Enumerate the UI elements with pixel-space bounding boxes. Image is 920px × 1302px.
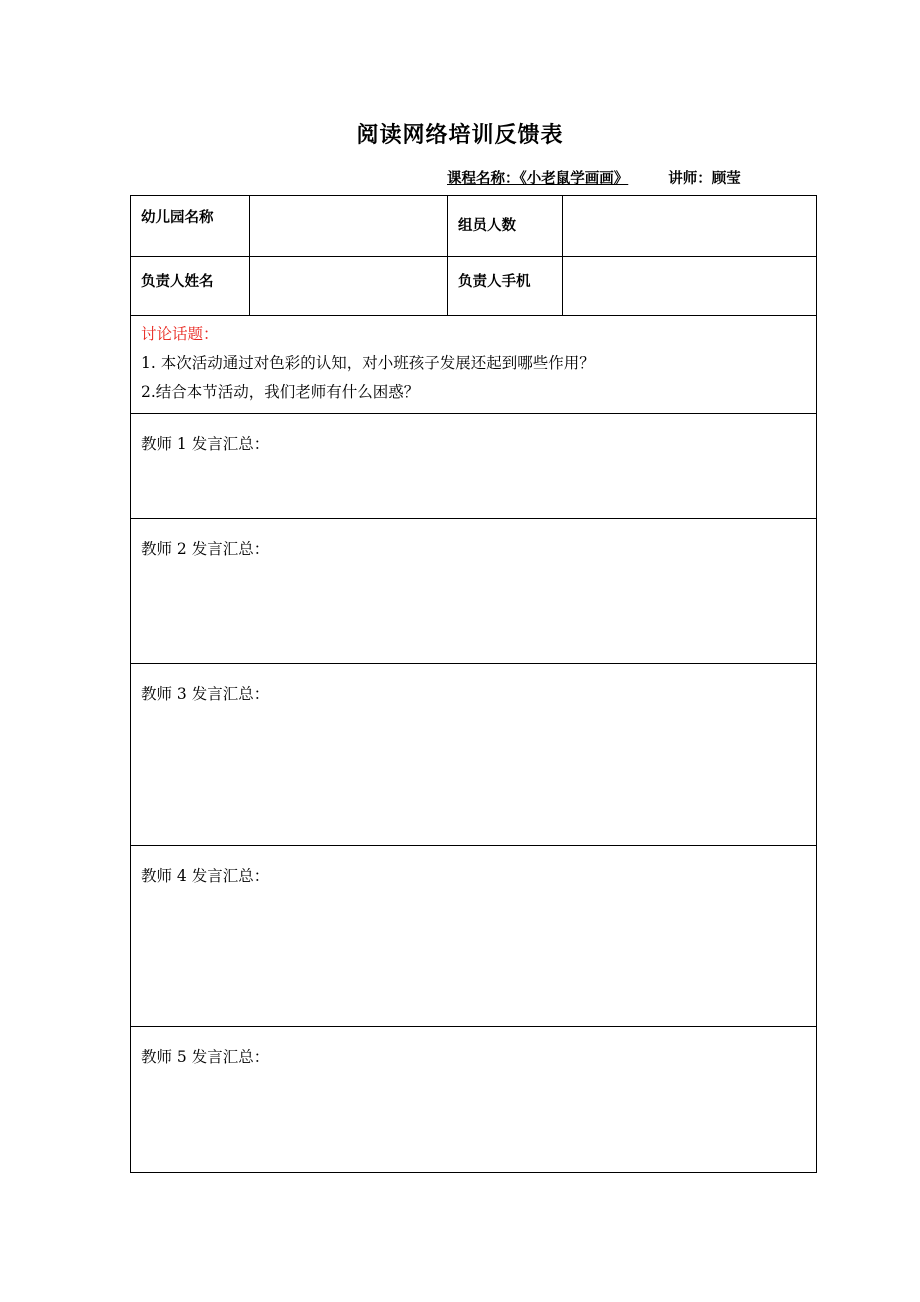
feedback-form-table xyxy=(130,195,817,1173)
lecturer-label: 讲师： xyxy=(668,171,712,187)
teacher-1-summary[interactable] xyxy=(131,414,817,519)
teacher-4-summary[interactable] xyxy=(131,846,817,1027)
teacher-1-summary-label: 教师 1 发言汇总： xyxy=(141,435,270,453)
teacher-5-summary[interactable] xyxy=(131,1027,817,1173)
summary-row-3 xyxy=(131,664,817,846)
discussion-topics xyxy=(131,316,817,414)
summary-row-1 xyxy=(131,414,817,519)
leader-phone-label: 负责人手机 xyxy=(448,257,563,316)
teacher-2-summary[interactable] xyxy=(131,519,817,664)
discussion-question-1: 1. 本次活动通过对色彩的认知，对小班孩子发展还起到哪些作用？ xyxy=(141,354,595,372)
teacher-2-summary-label: 教师 2 发言汇总： xyxy=(141,540,270,558)
leader-phone-field[interactable] xyxy=(563,257,817,316)
lecturer xyxy=(668,168,741,190)
info-row-2 xyxy=(131,257,817,316)
discussion-row xyxy=(131,316,817,414)
kindergarten-field[interactable] xyxy=(250,196,448,257)
discussion-heading: 讨论话题： xyxy=(141,325,219,343)
course-info-line xyxy=(447,168,741,190)
teacher-4-summary-label: 教师 4 发言汇总： xyxy=(141,867,270,885)
summary-row-5 xyxy=(131,1027,817,1173)
info-row-1 xyxy=(131,196,817,257)
teacher-3-summary-label: 教师 3 发言汇总： xyxy=(141,685,270,703)
course-name xyxy=(447,168,642,190)
lecturer-value: 顾莹 xyxy=(711,171,741,187)
teacher-3-summary[interactable] xyxy=(131,664,817,846)
leader-name-field[interactable] xyxy=(250,257,448,316)
page-title: 阅读网络培训反馈表 xyxy=(356,123,564,148)
course-name-value: 《小老鼠学画画》 xyxy=(519,171,629,187)
course-name-label: 课程名称： xyxy=(447,171,520,187)
discussion-question-2: 2.结合本节活动，我们老师有什么困惑？ xyxy=(141,383,420,401)
leader-name-label: 负责人姓名 xyxy=(131,257,250,316)
teacher-5-summary-label: 教师 5 发言汇总： xyxy=(141,1048,270,1066)
summary-row-4 xyxy=(131,846,817,1027)
member-count-label: 组员人数 xyxy=(448,196,563,257)
member-count-field[interactable] xyxy=(563,196,817,257)
kindergarten-label: 幼儿园名称 xyxy=(131,196,250,257)
summary-row-2 xyxy=(131,519,817,664)
